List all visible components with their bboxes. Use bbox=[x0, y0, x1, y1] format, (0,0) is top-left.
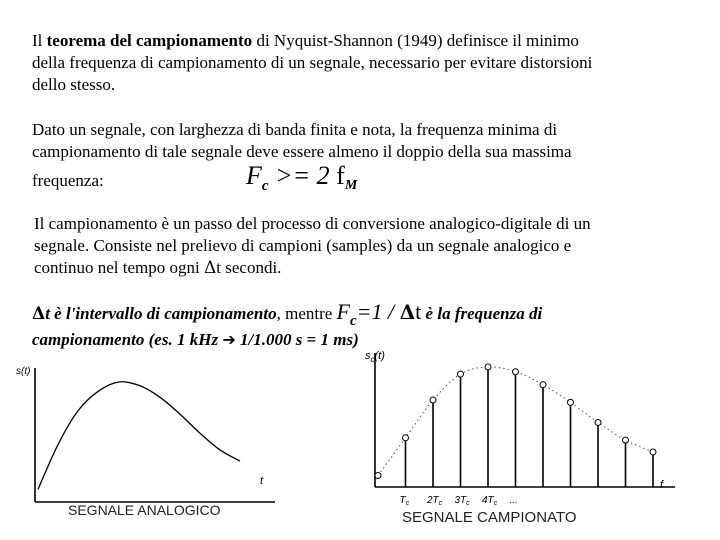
formula-fc: F bbox=[336, 299, 350, 324]
paragraph-line: segnale. Consiste nel prelievo di campioni (samples) da un segnale analogico e bbox=[34, 236, 572, 255]
y-axis-label: $s_c(t)$ bbox=[365, 350, 385, 364]
chart-caption: SEGNALE CAMPIONATO bbox=[402, 509, 577, 526]
text: frequenza: bbox=[32, 171, 104, 190]
sample-point bbox=[403, 435, 409, 441]
text: Il bbox=[32, 31, 47, 50]
chart-caption: SEGNALE ANALOGICO bbox=[68, 502, 221, 518]
paragraph-line bbox=[32, 30, 702, 52]
bold-term: campionamento (es. 1 kHz bbox=[32, 330, 223, 349]
paragraph-theorem bbox=[32, 30, 702, 96]
paragraph-line bbox=[32, 298, 712, 329]
arrow-icon: ➔ bbox=[222, 330, 236, 349]
delta-symbol: Δ bbox=[32, 304, 46, 324]
paragraph-sampling bbox=[34, 213, 704, 279]
paragraph-line bbox=[34, 257, 704, 279]
x-axis-label: f bbox=[660, 479, 664, 491]
paragraph-interval bbox=[32, 298, 712, 351]
text: , mentre bbox=[276, 304, 337, 323]
formula-fc: F bbox=[246, 161, 262, 190]
sample-point bbox=[430, 397, 436, 403]
sample-point bbox=[458, 371, 464, 377]
paragraph-line: Dato un segnale, con larghezza di banda finita e nota, la frequenza minima di bbox=[32, 120, 558, 139]
text: di Nyquist-Shannon (1949) definisce il minimo bbox=[252, 31, 579, 50]
paragraph-line bbox=[32, 163, 702, 195]
text: t bbox=[415, 299, 422, 324]
bold-term: 1/1.000 s = 1 ms) bbox=[235, 330, 359, 349]
delta-symbol: Δ bbox=[203, 258, 217, 278]
tick-label: $2T_c$ bbox=[427, 495, 443, 507]
paragraph-line: campionamento di tale segnale deve essere almeno il doppio della sua massima bbox=[32, 142, 572, 161]
tick-label: $4T_c$ bbox=[482, 495, 498, 507]
bold-term: è la frequenza di bbox=[421, 304, 543, 323]
tick-label: $3T_c$ bbox=[454, 495, 470, 507]
sample-marks bbox=[375, 364, 656, 487]
formula-sub: c bbox=[350, 313, 357, 329]
x-axis-label: t bbox=[260, 475, 264, 487]
sampled-signal-chart bbox=[365, 345, 710, 526]
paragraph-definition bbox=[32, 119, 702, 195]
y-axis-label: s(t) bbox=[16, 366, 31, 377]
paragraph-line: dello stesso. bbox=[32, 75, 116, 94]
sample-point bbox=[540, 382, 546, 388]
sample-point bbox=[485, 364, 491, 370]
formula-sub: M bbox=[344, 178, 358, 193]
sample-point bbox=[623, 437, 629, 443]
formula-operator: =1 / bbox=[356, 299, 400, 324]
bold-term: t è l'intervallo di campionamento bbox=[45, 304, 277, 323]
tick-label: $T_c$ bbox=[399, 495, 410, 507]
formula-sub: c bbox=[261, 178, 269, 194]
sample-point bbox=[568, 399, 574, 405]
formula-operator: >= 2 bbox=[268, 161, 337, 190]
formula-fm: f bbox=[336, 161, 345, 190]
text: continuo nel tempo ogni bbox=[34, 258, 204, 277]
bold-term: teorema del campionamento bbox=[46, 31, 253, 50]
sample-point bbox=[513, 369, 519, 375]
nyquist-formula bbox=[246, 163, 357, 194]
paragraph-line: della frequenza di campionamento di un segnale, necessario per evitare distorsioni bbox=[32, 53, 593, 72]
analog-signal-chart bbox=[0, 360, 290, 540]
text: t secondi. bbox=[216, 258, 282, 277]
paragraph-line: Il campionamento è un passo del processo di conversione analogico-digitale di un bbox=[34, 214, 591, 233]
signal-curve bbox=[38, 382, 240, 490]
tick-labels bbox=[400, 495, 518, 507]
tick-label: ... bbox=[509, 495, 518, 506]
sample-point bbox=[650, 449, 656, 455]
sample-point bbox=[375, 473, 381, 479]
sample-point bbox=[595, 419, 601, 425]
delta-symbol: Δ bbox=[399, 300, 416, 324]
